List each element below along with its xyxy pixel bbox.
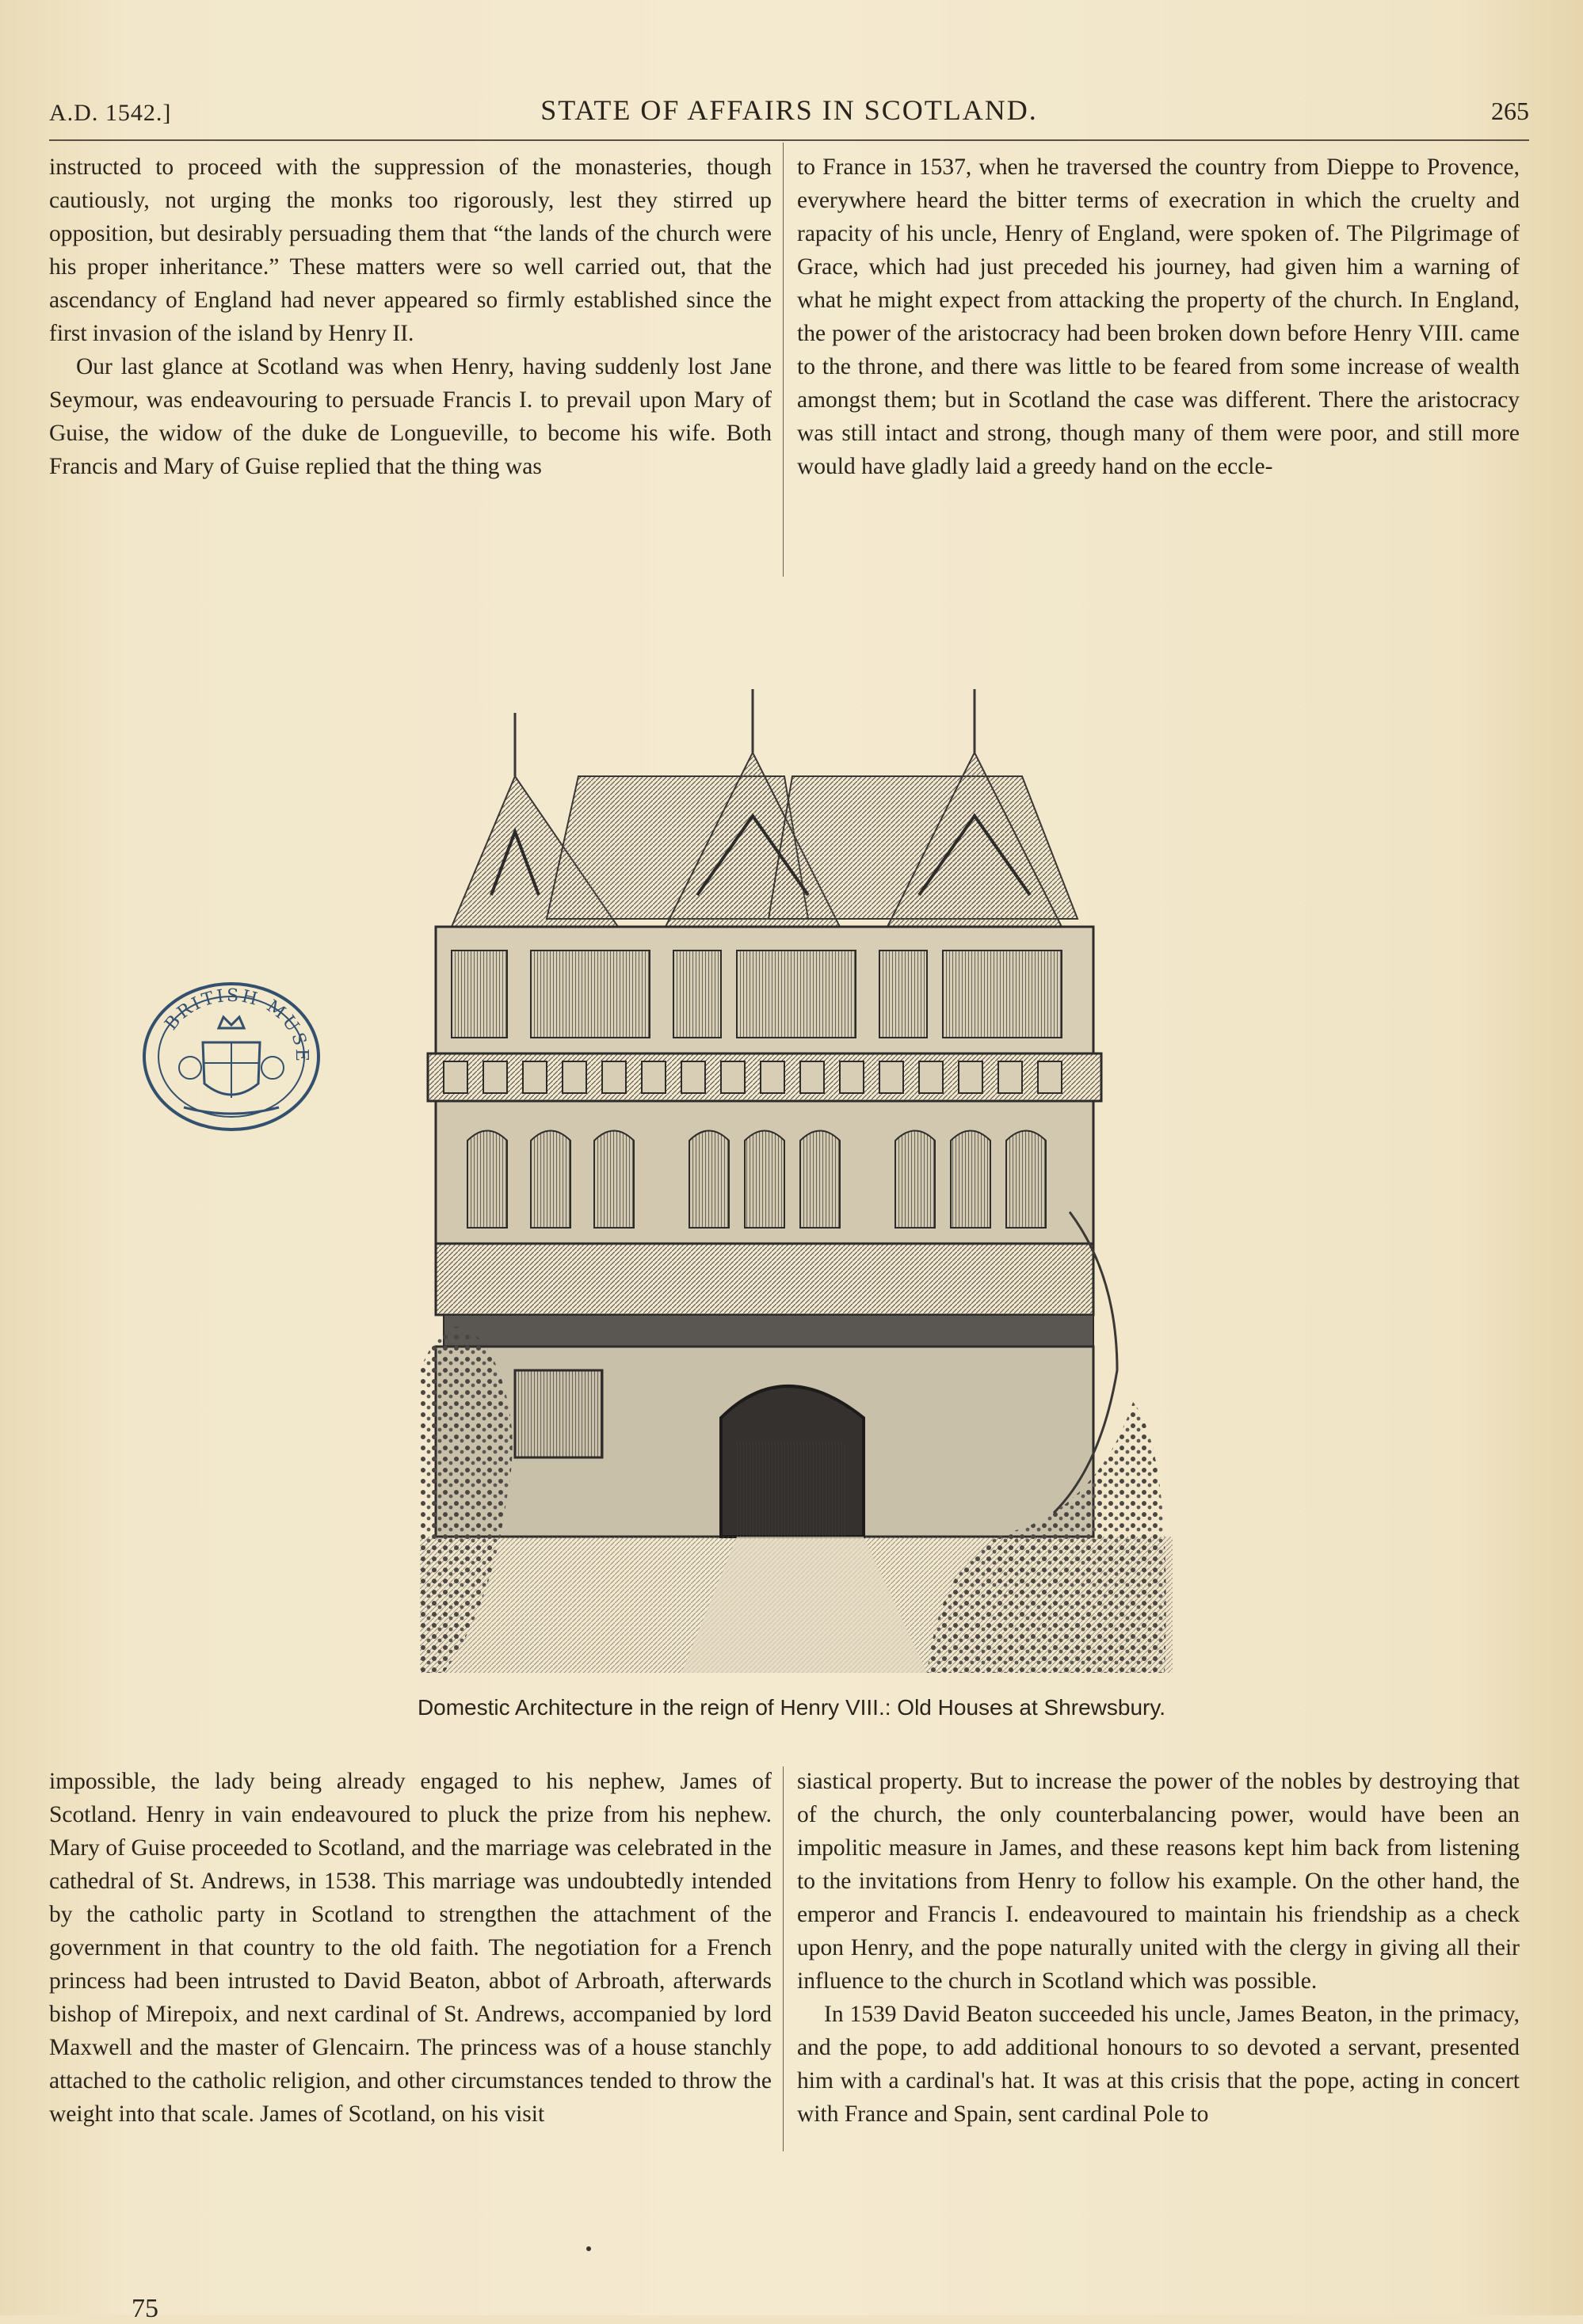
- illustration-caption: Domestic Architecture in the reign of Henry VIII.: Old Houses at Shrewsbury.: [417, 1695, 1166, 1720]
- column-divider-bottom: [783, 1766, 784, 2151]
- page-number: 265: [1491, 97, 1529, 125]
- text-column-top-left: [49, 150, 772, 483]
- column-divider-top: [783, 143, 784, 577]
- stamp-text: BRITISH MUSE: [161, 985, 312, 1065]
- engraving-old-houses: [420, 657, 1173, 1673]
- paragraph: impossible, the lady being already engaged to his nephew, James of Scotland. Henry in vain endeavoured to pluck the prize from his nephew. Mary of Guise proceeded to Scotland, and the marriage was celebrated in the cathedral of St. Andrews, in 1538. This marriage was undoubtedly intended by the catholic party in Scotland to strengthen the attachment of the government in that country to the old faith. The negotiation for a French princess had been intrusted to David Beaton, abbot of Arbroath, afterwards bishop of Mirepoix, and next cardinal of St. Andrews, accompanied by lord Maxwell and the master of Glencairn. The princess was of a house stanchly attached to the catholic religion, and other circumstances tended to throw the weight into that scale. James of Scotland, on his visit: [49, 1769, 772, 2127]
- text-column-bottom-left: [49, 1765, 772, 2131]
- signature-mark: 75: [132, 2294, 158, 2323]
- text-column-bottom-right: [797, 1765, 1520, 2131]
- paragraph: to France in 1537, when he traversed the country from Dieppe to Provence, everywhere heard the bitter terms of execration in which the cruelty and rapacity of his uncle, Henry of England, were spoken of. The Pilgrimage of Grace, which had just preceded his journey, had given him a warning of what he might expect from attacking the property of the church. In England, the power of the aristocracy had been broken down before Henry VIII. came to the throne, and there was little to be feared from some increase of wealth amongst them; but in Scotland the case was different. There the aristocracy was still intact and strong, though many of them were poor, and still more would have gladly laid a greedy hand on the eccle-: [797, 154, 1520, 479]
- header-date: A.D. 1542.]: [49, 100, 172, 126]
- ink-dot: [586, 2246, 591, 2251]
- paragraph: Our last glance at Scotland was when Henry, having suddenly lost Jane Seymour, was endeavouring to persuade Francis I. to prevail upon Mary of Guise, the widow of the duke de Longueville, to become his wife. Both Francis and Mary of Guise replied that the thing was: [49, 354, 772, 479]
- running-header: [49, 93, 1529, 141]
- paragraph: In 1539 David Beaton succeeded his uncle, James Beaton, in the primacy, and the pope, to add additional honours to so devoted a servant, presented him with a cardinal's hat. It was at this crisis that the pope, acting in concert with France and Spain, sent cardinal Pole to: [797, 2002, 1520, 2127]
- text-column-top-right: [797, 150, 1520, 483]
- paragraph: instructed to proceed with the suppression of the monasteries, though cautiously, not urging the monks too rigorously, lest they stirred up opposition, but desirably persuading them that “the lands of the church were his proper inheritance.” These matters were so well carried out, that the ascendancy of England had never appeared so firmly established since the first invasion of the island by Henry II.: [49, 154, 772, 346]
- header-rule: [49, 139, 1529, 141]
- header-title: STATE OF AFFAIRS IN SCOTLAND.: [540, 94, 1038, 126]
- library-stamp: [139, 973, 369, 1141]
- paragraph: siastical property. But to increase the power of the nobles by destroying that of the church, the only counterbalancing power, would have been an impolitic measure in James, and these reasons kept him back from listening to the invitations from Henry to follow his example. On the other hand, the emperor and Francis I. endeavoured to maintain his friendship as a check upon Henry, and the pope naturally united with the clergy in giving all their influence to the church in Scotland which was possible.: [797, 1769, 1520, 1994]
